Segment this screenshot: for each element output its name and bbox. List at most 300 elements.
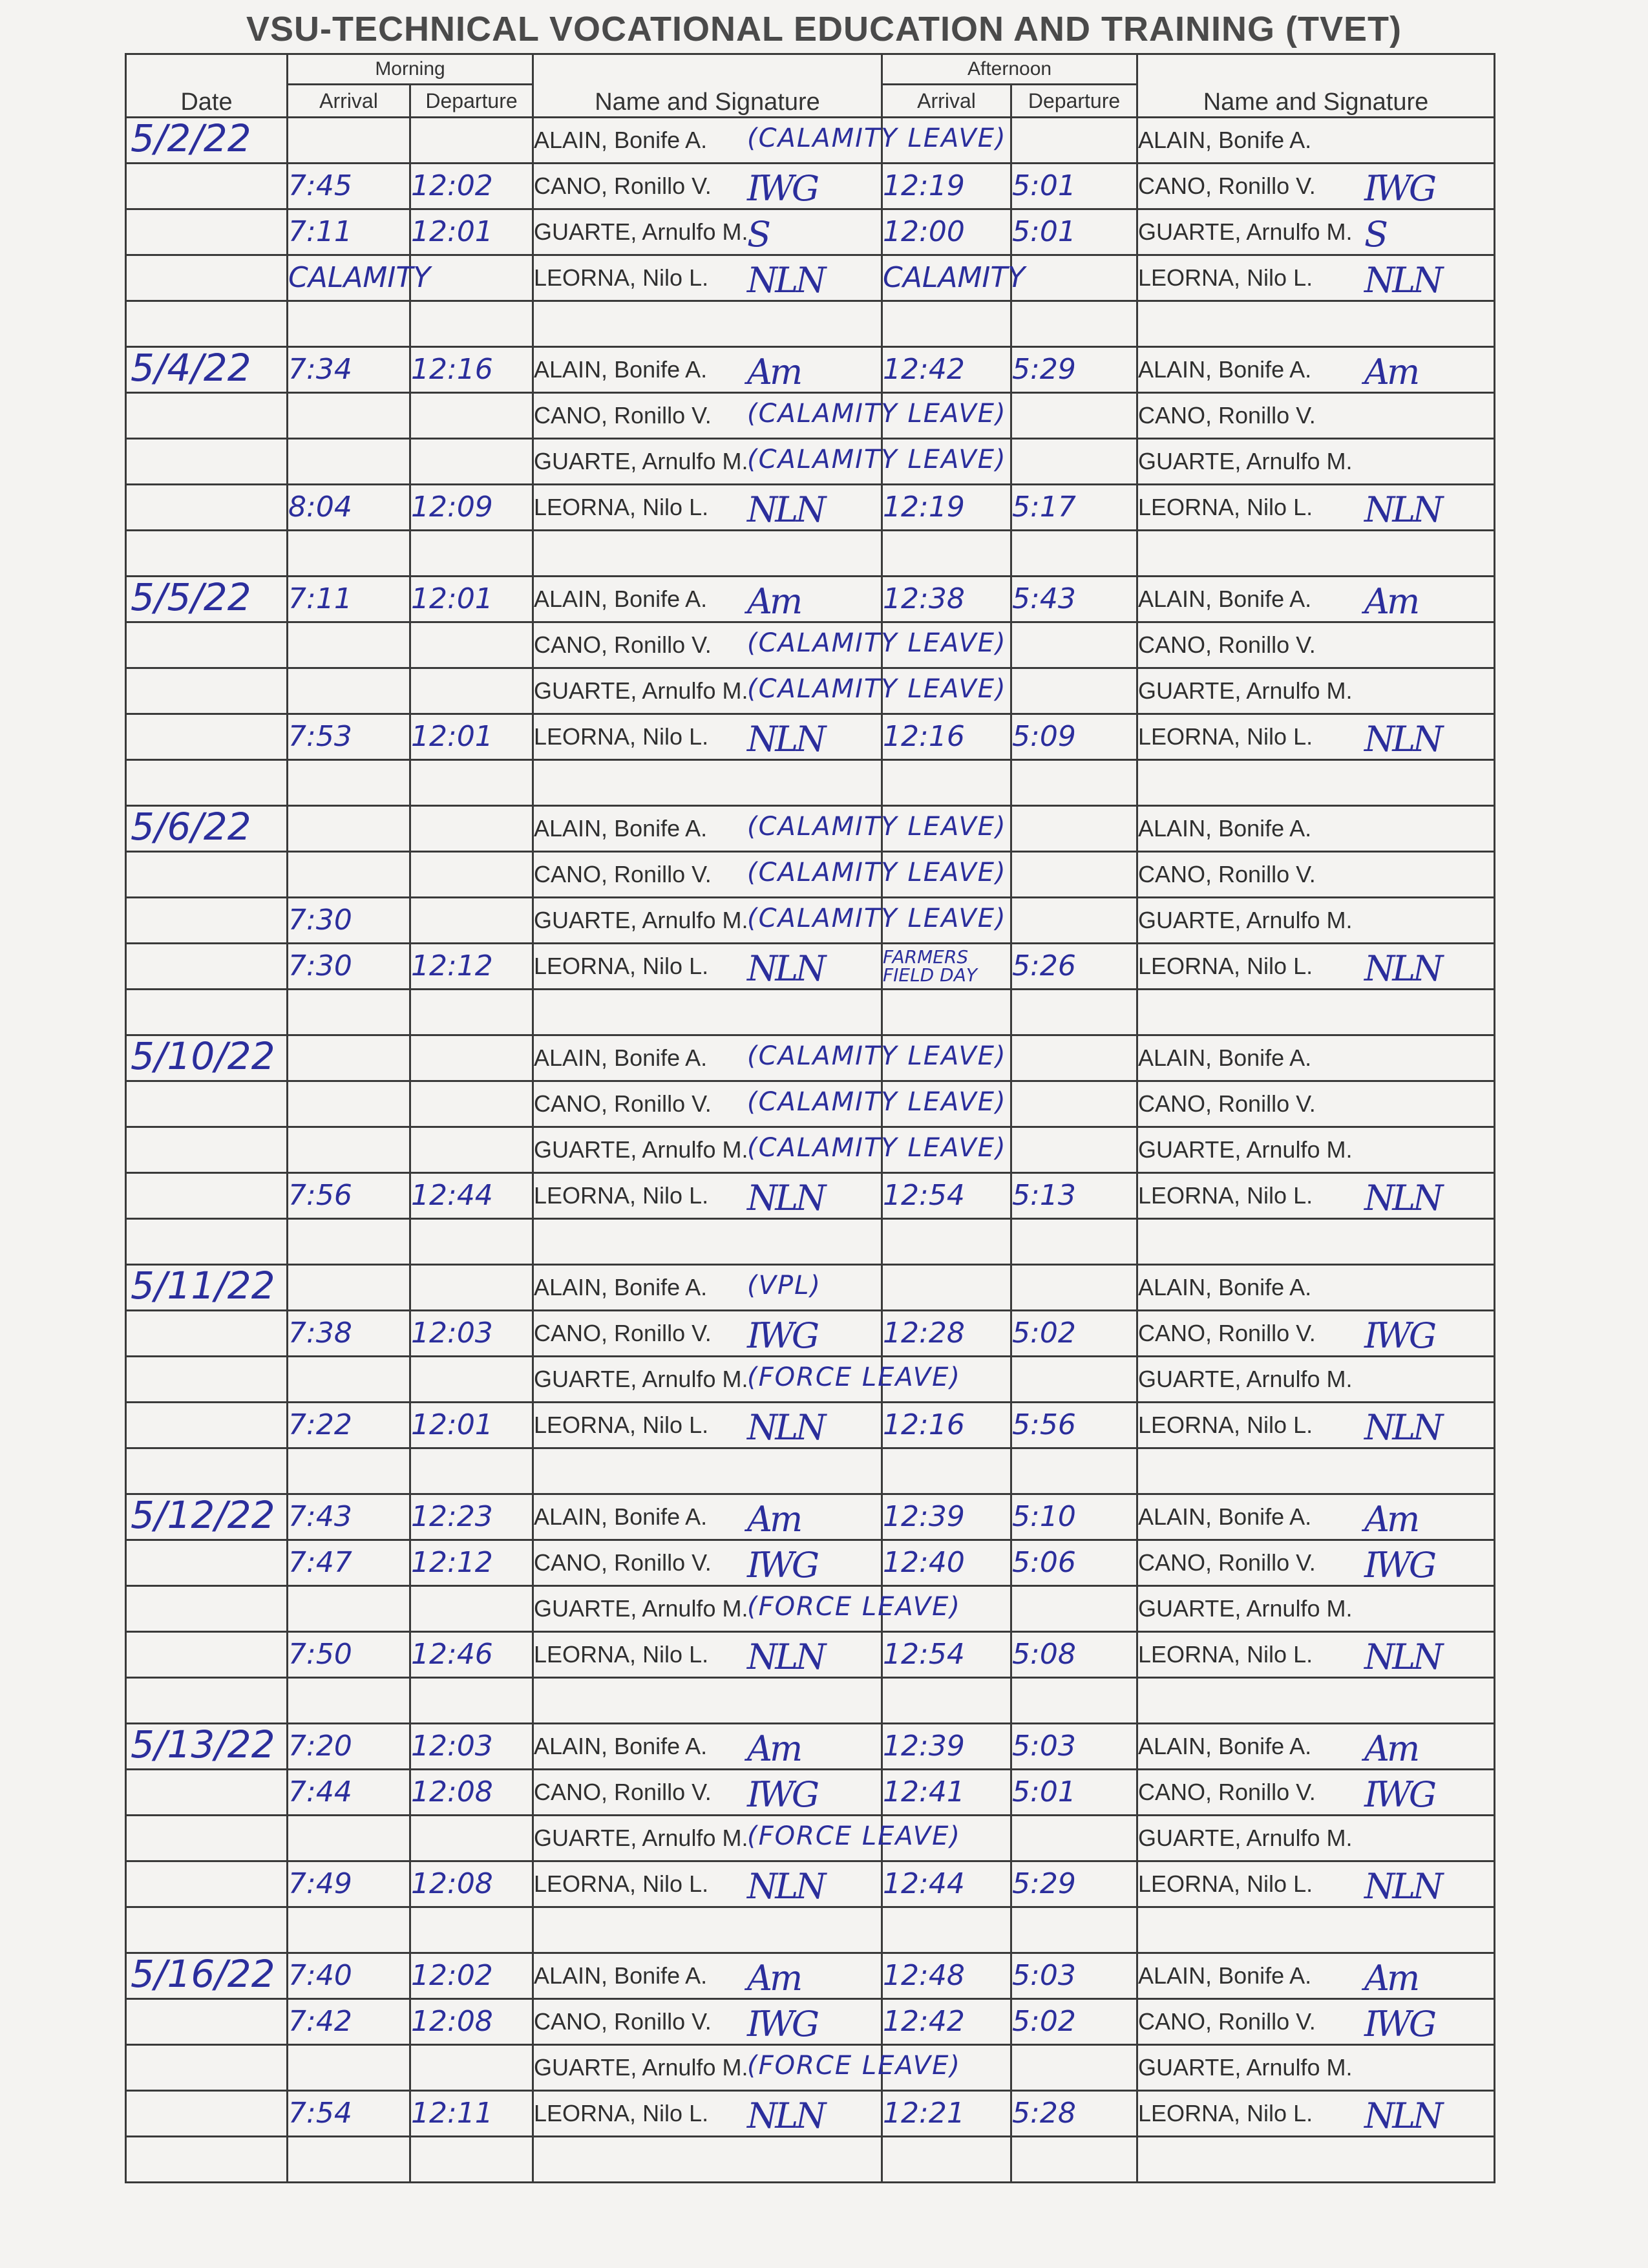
employee-name: LEORNA, Nilo L. (534, 1182, 709, 1209)
signature: IWG (1364, 2004, 1434, 2044)
am-arrival-cell (288, 439, 410, 485)
date-cell (126, 668, 288, 714)
date-cell (126, 1173, 288, 1219)
blank-cell (288, 301, 410, 347)
blank-cell (882, 990, 1011, 1035)
am-arrival-cell: 7:54 (288, 2091, 410, 2137)
pm-departure-cell (1011, 622, 1137, 668)
employee-name: LEORNA, Nilo L. (534, 494, 709, 520)
attendance-table (125, 53, 1495, 2183)
pm-name-signature-cell (1137, 393, 1495, 439)
date-cell (126, 1494, 288, 1540)
pm-arrival-cell: 12:48 (882, 1953, 1011, 1999)
signature: Am (747, 1499, 801, 1540)
am-name-signature-cell (533, 1586, 961, 1632)
table-row (126, 439, 1495, 485)
date-value: 5/11/22 (131, 1264, 275, 1308)
date-cell (126, 1586, 288, 1632)
am-name-signature-cell (533, 255, 882, 301)
signature: NLN (747, 948, 824, 989)
pm-name-signature-cell (1137, 668, 1495, 714)
employee-name: GUARTE, Arnulfo M. (1138, 1825, 1353, 1851)
table-row (126, 255, 1495, 301)
pm-departure-cell: 5:56 (1011, 1403, 1137, 1448)
blank-cell (288, 1907, 410, 1953)
blank-row (126, 990, 1495, 1035)
employee-name: LEORNA, Nilo L. (1138, 2100, 1313, 2126)
date-cell (126, 1265, 288, 1311)
am-arrival-cell: 7:45 (288, 164, 410, 209)
signature: Am (1364, 1499, 1418, 1540)
signature: NLN (1364, 260, 1441, 301)
pm-departure-cell (1011, 1586, 1137, 1632)
employee-name: GUARTE, Arnulfo M. (534, 1136, 748, 1163)
table-row (126, 806, 1495, 852)
date-value: 5/6/22 (131, 805, 251, 849)
am-name-signature-cell (533, 1494, 882, 1540)
pm-departure-cell: 5:43 (1011, 577, 1137, 622)
am-departure-cell (410, 393, 533, 439)
leave-note: (FORCE LEAVE) (747, 1362, 961, 1392)
leave-note: (CALAMITY LEAVE) (747, 812, 1007, 842)
signature: IWG (1364, 1545, 1434, 1585)
am-name-signature-cell (533, 1081, 1007, 1127)
blank-cell (1011, 1219, 1137, 1265)
employee-name: CANO, Ronillo V. (1138, 1090, 1316, 1117)
employee-name: CANO, Ronillo V. (534, 1779, 712, 1805)
pm-arrival-cell: 12:39 (882, 1724, 1011, 1770)
blank-cell (126, 1678, 288, 1724)
date-cell (126, 118, 288, 164)
am-arrival-cell: 7:43 (288, 1494, 410, 1540)
signature: NLN (1364, 2095, 1441, 2136)
am-departure-cell: 12:08 (410, 1770, 533, 1816)
pm-departure-cell: 5:01 (1011, 209, 1137, 255)
leave-note: (FORCE LEAVE) (747, 2051, 961, 2081)
date-cell (126, 1540, 288, 1586)
date-cell (126, 347, 288, 393)
am-departure-cell (410, 852, 533, 898)
am-arrival-cell: 7:30 (288, 944, 410, 990)
signature: NLN (1364, 1866, 1441, 1907)
employee-name: ALAIN, Bonife A. (1138, 1503, 1312, 1530)
leave-note: (CALAMITY LEAVE) (747, 445, 1007, 474)
am-departure-cell: 12:11 (410, 2091, 533, 2137)
date-cell (126, 1816, 288, 1861)
pm-name-signature-cell (1137, 1586, 1495, 1632)
signature: NLN (1364, 719, 1441, 759)
employee-name: ALAIN, Bonife A. (1138, 815, 1312, 842)
employee-name: ALAIN, Bonife A. (1138, 1274, 1312, 1300)
pm-arrival-cell: 12:44 (882, 1861, 1011, 1907)
employee-name: GUARTE, Arnulfo M. (1138, 2054, 1353, 2081)
am-departure-cell: 12:09 (410, 485, 533, 531)
employee-name: CANO, Ronillo V. (1138, 1779, 1316, 1805)
blank-cell (1011, 301, 1137, 347)
blank-cell (533, 1907, 882, 1953)
am-departure-cell (410, 1816, 533, 1861)
leave-note: (CALAMITY LEAVE) (747, 399, 1007, 429)
blank-cell (1011, 990, 1137, 1035)
employee-name: ALAIN, Bonife A. (1138, 356, 1312, 383)
am-departure-cell (410, 1586, 533, 1632)
table-header (126, 54, 1495, 118)
leave-note: (CALAMITY LEAVE) (747, 1087, 1007, 1117)
employee-name: CANO, Ronillo V. (534, 1320, 712, 1346)
pm-name-signature-cell (1137, 1081, 1495, 1127)
blank-cell (533, 990, 882, 1035)
employee-name: LEORNA, Nilo L. (1138, 1412, 1313, 1438)
pm-name-signature-cell (1137, 347, 1495, 393)
pm-departure-header: Departure (1011, 85, 1137, 118)
table-row (126, 944, 1495, 990)
am-name-signature-cell (533, 2045, 961, 2091)
am-arrival-cell: 7:42 (288, 1999, 410, 2045)
date-cell (126, 1632, 288, 1678)
am-arrival-cell: 7:34 (288, 347, 410, 393)
blank-cell (410, 760, 533, 806)
blank-cell (1137, 531, 1495, 577)
employee-name: CANO, Ronillo V. (534, 2008, 712, 2035)
am-departure-cell: 12:44 (410, 1173, 533, 1219)
employee-name: LEORNA, Nilo L. (534, 953, 709, 979)
date-cell (126, 1127, 288, 1173)
table-row (126, 209, 1495, 255)
pm-departure-cell (1011, 255, 1137, 301)
am-departure-cell: 12:02 (410, 1953, 533, 1999)
pm-name-signature-cell (1137, 1127, 1495, 1173)
employee-name: ALAIN, Bonife A. (1138, 1733, 1312, 1759)
blank-cell (410, 990, 533, 1035)
signature: S (747, 214, 769, 255)
table-row (126, 118, 1495, 164)
signature: IWG (747, 2004, 817, 2044)
leave-note: (CALAMITY LEAVE) (747, 123, 1007, 153)
am-arrival-cell: 7:50 (288, 1632, 410, 1678)
blank-row (126, 760, 1495, 806)
blank-cell (410, 1678, 533, 1724)
date-cell (126, 1770, 288, 1816)
am-departure-cell (410, 1081, 533, 1127)
blank-cell (410, 301, 533, 347)
pm-arrival-cell: 12:42 (882, 347, 1011, 393)
am-arrival-cell (288, 668, 410, 714)
pm-name-signature-cell (1137, 1632, 1495, 1678)
am-name-signature-cell (533, 1861, 882, 1907)
pm-name-signature-cell (1137, 1494, 1495, 1540)
blank-cell (533, 1219, 882, 1265)
am-departure-cell (410, 1035, 533, 1081)
date-cell (126, 439, 288, 485)
pm-departure-cell (1011, 898, 1137, 944)
am-arrival-cell: 7:22 (288, 1403, 410, 1448)
am-departure-cell (410, 1357, 533, 1403)
date-cell (126, 2045, 288, 2091)
pm-departure-cell (1011, 1357, 1137, 1403)
signature: IWG (747, 168, 817, 209)
pm-name-signature-cell (1137, 209, 1495, 255)
pm-departure-cell (1011, 1035, 1137, 1081)
table-row (126, 347, 1495, 393)
date-value: 5/5/22 (131, 575, 251, 619)
pm-name-signature-cell (1137, 1816, 1495, 1861)
signature: NLN (1364, 948, 1441, 989)
page-title: VSU-TECHNICAL VOCATIONAL EDUCATION AND TRAINING (TVET) (246, 10, 1402, 48)
pm-departure-cell: 5:28 (1011, 2091, 1137, 2137)
blank-cell (1137, 990, 1495, 1035)
blank-cell (126, 1219, 288, 1265)
table-row (126, 852, 1495, 898)
employee-name: ALAIN, Bonife A. (534, 815, 708, 842)
blank-cell (882, 1448, 1011, 1494)
table-row (126, 1861, 1495, 1907)
blank-row (126, 301, 1495, 347)
table-row (126, 1265, 1495, 1311)
am-arrival-cell: 8:04 (288, 485, 410, 531)
am-departure-cell (410, 1127, 533, 1173)
am-departure-cell (410, 898, 533, 944)
am-name-signature-cell (533, 2091, 882, 2137)
pm-departure-cell: 5:08 (1011, 1632, 1137, 1678)
pm-name-signature-cell (1137, 806, 1495, 852)
table-row (126, 622, 1495, 668)
employee-name: CANO, Ronillo V. (1138, 402, 1316, 429)
date-cell (126, 393, 288, 439)
blank-cell (410, 1219, 533, 1265)
pm-departure-cell (1011, 439, 1137, 485)
employee-name: GUARTE, Arnulfo M. (1138, 448, 1353, 474)
am-name-signature-cell (533, 118, 1007, 164)
employee-name: ALAIN, Bonife A. (534, 1274, 708, 1300)
pm-name-signature-cell (1137, 118, 1495, 164)
am-name-signature-cell (533, 1357, 961, 1403)
date-cell (126, 622, 288, 668)
pm-departure-cell (1011, 1816, 1137, 1861)
am-name-signature-cell (533, 852, 1007, 898)
am-arrival-cell (288, 1081, 410, 1127)
am-name-signature-cell (533, 164, 882, 209)
blank-cell (533, 760, 882, 806)
blank-cell (882, 531, 1011, 577)
date-cell (126, 255, 288, 301)
blank-cell (1137, 2137, 1495, 2183)
employee-name: CANO, Ronillo V. (1138, 1320, 1316, 1346)
date-header: Date (126, 54, 288, 118)
blank-cell (882, 760, 1011, 806)
blank-row (126, 1448, 1495, 1494)
blank-cell (882, 1219, 1011, 1265)
pm-departure-cell (1011, 1265, 1137, 1311)
blank-cell (1137, 1907, 1495, 1953)
am-departure-cell: 12:12 (410, 944, 533, 990)
table-row (126, 1311, 1495, 1357)
table-row (126, 1173, 1495, 1219)
blank-cell (1137, 301, 1495, 347)
date-cell (126, 714, 288, 760)
signature: NLN (1364, 489, 1441, 530)
am-name-signature-cell (533, 622, 1007, 668)
signature: NLN (747, 1637, 824, 1677)
employee-name: GUARTE, Arnulfo M. (1138, 1366, 1353, 1392)
table-row (126, 164, 1495, 209)
am-name-signature-cell (533, 485, 882, 531)
am-name-signature-cell (533, 393, 1007, 439)
blank-cell (882, 301, 1011, 347)
leave-note: (VPL) (747, 1271, 821, 1300)
blank-cell (126, 1448, 288, 1494)
pm-arrival-cell (882, 1265, 1011, 1311)
pm-departure-cell (1011, 1127, 1137, 1173)
date-cell (126, 209, 288, 255)
am-name-signature-cell (533, 1540, 882, 1586)
table-row (126, 1127, 1495, 1173)
employee-name: LEORNA, Nilo L. (534, 1412, 709, 1438)
leave-note: (FORCE LEAVE) (747, 1821, 961, 1851)
pm-departure-cell: 5:02 (1011, 1311, 1137, 1357)
pm-departure-cell (1011, 393, 1137, 439)
table-row (126, 1403, 1495, 1448)
signature: NLN (1364, 1407, 1441, 1448)
pm-name-signature-cell (1137, 485, 1495, 531)
blank-cell (126, 990, 288, 1035)
am-name-signature-cell (533, 1724, 882, 1770)
am-departure-cell (410, 255, 533, 301)
employee-name: ALAIN, Bonife A. (1138, 1962, 1312, 1989)
pm-arrival-cell: CALAMITY (882, 255, 1011, 301)
pm-arrival-cell: 12:54 (882, 1632, 1011, 1678)
am-departure-cell (410, 668, 533, 714)
table-row (126, 1494, 1495, 1540)
am-departure-cell: 12:01 (410, 209, 533, 255)
pm-arrival-cell: 12:42 (882, 1999, 1011, 2045)
date-cell (126, 485, 288, 531)
pm-departure-cell: 5:29 (1011, 347, 1137, 393)
blank-row (126, 1678, 1495, 1724)
am-name-signature-cell (533, 1173, 882, 1219)
pm-arrival-cell: 12:39 (882, 1494, 1011, 1540)
am-arrival-cell: 7:30 (288, 898, 410, 944)
signature: Am (1364, 1958, 1418, 1998)
leave-note: (CALAMITY LEAVE) (747, 904, 1007, 933)
pm-departure-cell: 5:10 (1011, 1494, 1137, 1540)
am-name-signature-cell (533, 898, 1007, 944)
employee-name: ALAIN, Bonife A. (1138, 586, 1312, 612)
signature: IWG (1364, 1315, 1434, 1356)
table-row (126, 1770, 1495, 1816)
signature: Am (747, 1958, 801, 1998)
blank-cell (533, 1448, 882, 1494)
blank-cell (1137, 1448, 1495, 1494)
pm-departure-cell: 5:13 (1011, 1173, 1137, 1219)
am-departure-cell: 12:23 (410, 1494, 533, 1540)
am-arrival-cell (288, 1265, 410, 1311)
table-body (126, 118, 1495, 2183)
pm-arrival-cell: 12:16 (882, 1403, 1011, 1448)
am-name-signature-cell (533, 1035, 1007, 1081)
am-departure-header: Departure (410, 85, 533, 118)
pm-name-signature-cell (1137, 852, 1495, 898)
date-value: 5/4/22 (131, 346, 251, 390)
am-name-signature-cell (533, 806, 1007, 852)
am-arrival-cell: 7:40 (288, 1953, 410, 1999)
employee-name: ALAIN, Bonife A. (1138, 1044, 1312, 1071)
employee-name: LEORNA, Nilo L. (1138, 1641, 1313, 1668)
signature: Am (1364, 1728, 1418, 1769)
blank-cell (410, 531, 533, 577)
pm-name-signature-cell (1137, 2045, 1495, 2091)
employee-name: CANO, Ronillo V. (534, 1549, 712, 1576)
pm-name-signature-cell (1137, 1540, 1495, 1586)
leave-note: (CALAMITY LEAVE) (747, 858, 1007, 887)
pm-name-signature-cell (1137, 255, 1495, 301)
blank-row (126, 531, 1495, 577)
blank-cell (882, 2137, 1011, 2183)
blank-cell (1011, 1907, 1137, 1953)
employee-name: GUARTE, Arnulfo M. (1138, 218, 1353, 245)
pm-departure-cell (1011, 806, 1137, 852)
pm-departure-cell (1011, 1081, 1137, 1127)
blank-cell (288, 2137, 410, 2183)
am-name-signature-cell (533, 944, 882, 990)
am-departure-cell: 12:46 (410, 1632, 533, 1678)
pm-name-signature-cell (1137, 1724, 1495, 1770)
employee-name: GUARTE, Arnulfo M. (534, 2054, 748, 2081)
am-arrival-cell: 7:38 (288, 1311, 410, 1357)
am-arrival-cell (288, 852, 410, 898)
employee-name: GUARTE, Arnulfo M. (534, 907, 748, 933)
blank-cell (533, 1678, 882, 1724)
signature: IWG (1364, 1774, 1434, 1815)
employee-name: GUARTE, Arnulfo M. (534, 677, 748, 704)
table-row (126, 1081, 1495, 1127)
blank-cell (410, 1448, 533, 1494)
pm-arrival-cell: FARMERS FIELD DAY (882, 944, 1011, 990)
employee-name: ALAIN, Bonife A. (534, 1503, 708, 1530)
leave-note: (CALAMITY LEAVE) (747, 1041, 1007, 1071)
signature: IWG (747, 1774, 817, 1815)
am-departure-cell: 12:12 (410, 1540, 533, 1586)
signature: NLN (1364, 1178, 1441, 1218)
blank-cell (288, 1678, 410, 1724)
am-departure-cell: 12:16 (410, 347, 533, 393)
blank-cell (1011, 760, 1137, 806)
am-arrival-cell (288, 1586, 410, 1632)
pm-name-signature-cell (1137, 1953, 1495, 1999)
employee-name: LEORNA, Nilo L. (534, 723, 709, 750)
am-name-signature-cell (533, 1311, 882, 1357)
am-departure-cell: 12:02 (410, 164, 533, 209)
employee-name: CANO, Ronillo V. (1138, 1549, 1316, 1576)
table-row (126, 1586, 1495, 1632)
blank-cell (533, 2137, 882, 2183)
blank-cell (533, 531, 882, 577)
employee-name: ALAIN, Bonife A. (534, 356, 708, 383)
signature: S (1364, 214, 1386, 255)
pm-name-signature-cell (1137, 714, 1495, 760)
table-row (126, 577, 1495, 622)
signature: IWG (1364, 168, 1434, 209)
leave-note: (CALAMITY LEAVE) (747, 628, 1007, 658)
pm-departure-cell: 5:03 (1011, 1724, 1137, 1770)
employee-name: GUARTE, Arnulfo M. (534, 448, 748, 474)
table-row (126, 2045, 1495, 2091)
employee-name: GUARTE, Arnulfo M. (1138, 907, 1353, 933)
table-row (126, 1724, 1495, 1770)
am-departure-cell: 12:03 (410, 1724, 533, 1770)
blank-cell (1011, 1448, 1137, 1494)
pm-arrival-cell: 12:16 (882, 714, 1011, 760)
am-departure-cell (410, 1265, 533, 1311)
